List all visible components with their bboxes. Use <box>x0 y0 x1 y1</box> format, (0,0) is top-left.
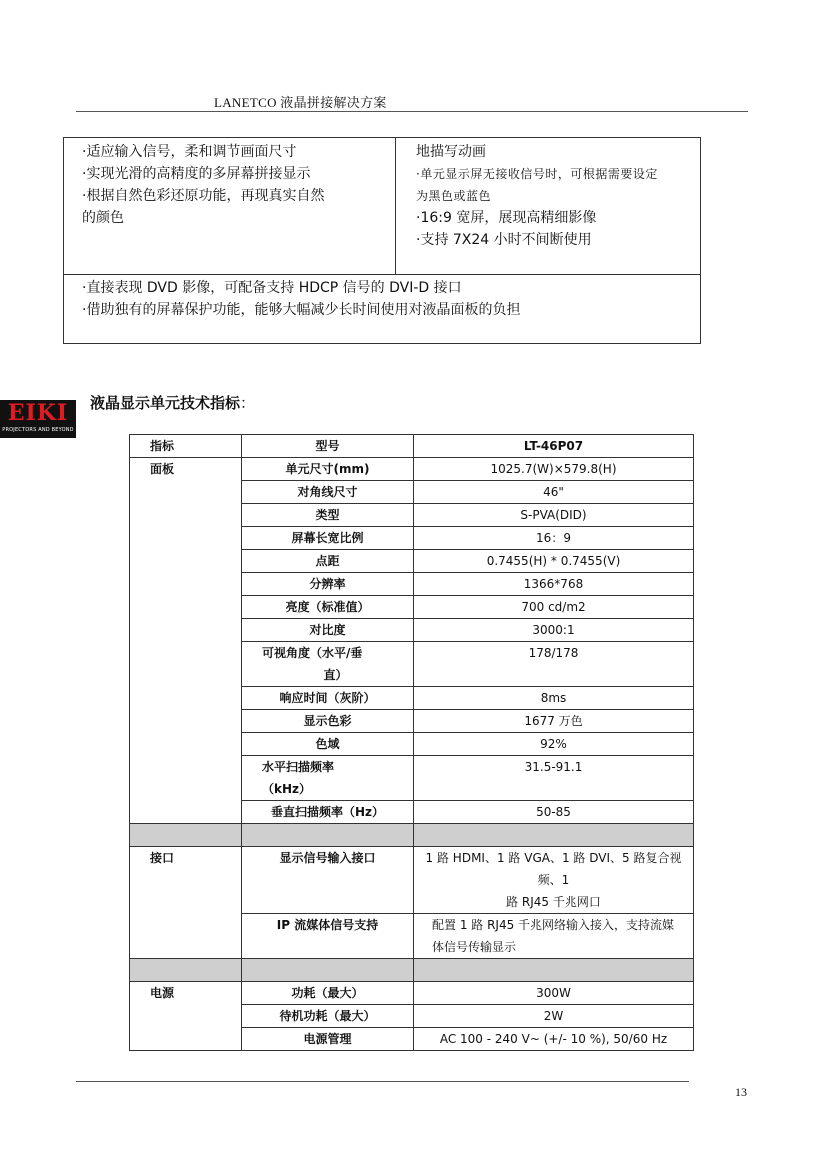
spec-label: 色域 <box>242 733 414 756</box>
separator-row <box>130 959 694 982</box>
features-bottom-cell <box>64 275 701 344</box>
spec-value: 700 cd/m2 <box>414 596 694 619</box>
spec-value-line: 1 路 HDMI、1 路 VGA、1 路 DVI、5 路复合视频、1 <box>425 851 682 887</box>
spec-value: 178/178 <box>414 642 694 687</box>
feature-line: 的颜色 <box>82 210 124 226</box>
table-row <box>130 710 694 733</box>
header-col1: 指标 <box>130 435 242 458</box>
spec-value: 8ms <box>414 687 694 710</box>
spec-value <box>414 847 694 914</box>
spec-label: 单元尺寸(mm) <box>242 458 414 481</box>
table-row <box>130 1028 694 1051</box>
spec-label: 类型 <box>242 504 414 527</box>
spec-label: 对比度 <box>242 619 414 642</box>
page-number: 13 <box>735 1085 747 1099</box>
spec-label: 垂直扫描频率（Hz） <box>242 801 414 824</box>
spec-header-row <box>130 435 694 458</box>
spec-value: 1366*768 <box>414 573 694 596</box>
spec-value: 300W <box>414 982 694 1005</box>
spec-label: 屏幕长宽比例 <box>242 527 414 550</box>
spec-value: 16：9 <box>414 527 694 550</box>
spec-value-line: 配置 1 路 RJ45 千兆网络输入接入，支持流媒 <box>432 918 675 932</box>
table-row <box>130 733 694 756</box>
features-right-cell <box>396 138 701 275</box>
features-table <box>63 137 701 344</box>
table-row <box>130 982 694 1005</box>
spec-value: 0.7455(H) * 0.7455(V) <box>414 550 694 573</box>
table-row <box>130 458 694 481</box>
spec-label <box>242 756 414 801</box>
spec-value-line: 体信号传输显示 <box>432 940 517 954</box>
spec-label: 分辨率 <box>242 573 414 596</box>
spec-label-line: 直） <box>323 668 348 682</box>
spec-value: AC 100 - 240 V~ (+/- 10 %), 50/60 Hz <box>414 1028 694 1051</box>
spec-value <box>414 914 694 959</box>
spec-label: 显示色彩 <box>242 710 414 733</box>
table-row <box>130 914 694 959</box>
section-title-colon: ： <box>240 394 256 412</box>
feature-line: ·直接表现 DVD 影像，可配备支持 HDCP 信号的 DVI-D 接口 <box>82 280 462 296</box>
table-row <box>130 847 694 914</box>
feature-line: ·实现光滑的高精度的多屏幕拼接显示 <box>82 166 311 182</box>
table-row <box>130 801 694 824</box>
category-interface: 接口 <box>130 847 242 914</box>
spec-label: 电源管理 <box>242 1028 414 1051</box>
spec-value: 2W <box>414 1005 694 1028</box>
feature-line: ·单元显示屏无接收信号时，可根据需要设定 <box>416 167 658 181</box>
spec-label: 显示信号输入接口 <box>242 847 414 914</box>
spec-value: 92% <box>414 733 694 756</box>
category-power: 电源 <box>130 982 242 1005</box>
spec-label-line: 水平扫描频率 <box>262 760 335 774</box>
table-row <box>130 481 694 504</box>
feature-line: 为黑色或蓝色 <box>416 189 492 203</box>
spec-value: S-PVA(DID) <box>414 504 694 527</box>
spec-label: 点距 <box>242 550 414 573</box>
feature-line: ·借助独有的屏幕保护功能，能够大幅减少长时间使用对液晶面板的负担 <box>82 302 521 318</box>
table-row <box>130 642 694 687</box>
spec-label: 待机功耗（最大） <box>242 1005 414 1028</box>
table-row <box>130 1005 694 1028</box>
feature-line: ·支持 7X24 小时不间断使用 <box>416 232 592 248</box>
table-row <box>130 550 694 573</box>
features-left-cell <box>64 138 396 275</box>
spec-value: 31.5-91.1 <box>414 756 694 801</box>
spec-table <box>129 434 694 1051</box>
spec-label: 响应时间（灰阶） <box>242 687 414 710</box>
spec-value: 1025.7(W)×579.8(H) <box>414 458 694 481</box>
feature-line: ·16:9 宽屏，展现高精细影像 <box>416 210 597 226</box>
spec-label: 功耗（最大） <box>242 982 414 1005</box>
spec-label-line: 可视角度（水平/垂 <box>262 646 363 660</box>
table-row <box>130 527 694 550</box>
table-row <box>130 504 694 527</box>
spec-value: 50-85 <box>414 801 694 824</box>
table-row <box>130 687 694 710</box>
feature-line: 地描写动画 <box>416 144 486 160</box>
footer-rule <box>76 1081 689 1082</box>
category-panel: 面板 <box>130 458 242 481</box>
table-row <box>130 756 694 801</box>
logo-name: EIKI <box>7 400 69 426</box>
section-title-text: 液晶显示单元技术指标 <box>90 394 241 412</box>
feature-line: ·根据自然色彩还原功能，再现真实自然 <box>82 188 325 204</box>
spec-value: 3000:1 <box>414 619 694 642</box>
spec-value: 46" <box>414 481 694 504</box>
spec-label: 亮度（标准值） <box>242 596 414 619</box>
header-col3: LT-46P07 <box>414 435 694 458</box>
feature-line: ·适应输入信号，柔和调节画面尺寸 <box>82 144 297 160</box>
separator-row <box>130 824 694 847</box>
spec-value-line: 路 RJ45 千兆网口 <box>506 895 601 909</box>
section-title <box>90 392 255 413</box>
table-row <box>130 619 694 642</box>
spec-label: IP 流媒体信号支持 <box>242 914 414 959</box>
spec-value: 1677 万色 <box>414 710 694 733</box>
spec-label-line: （kHz） <box>262 782 312 796</box>
header-rule <box>76 111 748 112</box>
spec-label <box>242 642 414 687</box>
table-row <box>130 596 694 619</box>
table-row <box>130 573 694 596</box>
spec-label: 对角线尺寸 <box>242 481 414 504</box>
logo-tagline: PROJECTORS AND BEYOND <box>2 427 74 433</box>
header-col2: 型号 <box>242 435 414 458</box>
eiki-logo <box>0 400 76 438</box>
header-title: LANETCO 液晶拼接解决方案 <box>214 95 387 110</box>
